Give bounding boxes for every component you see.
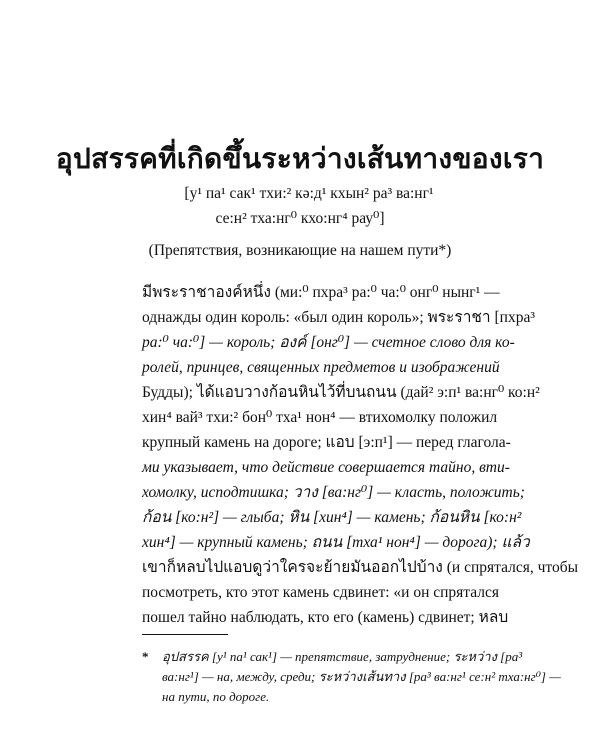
body-line: хин⁴ вай³ тхи:² бон⁰ тха¹ нон⁴ — втихомолку положил (142, 409, 498, 426)
body-line: เขาก็หลบไปแอบดูว่าใครจะย้ายมันออกไปบ้าง (и спрятался, чтобы (142, 559, 579, 576)
body-line: ми указывает, что действие совершается тайно, вти- (142, 459, 510, 476)
body-line: крупный камень на дороге; แอบ [э:п¹] — перед глагола- (142, 434, 511, 451)
page-title: อุปสรรคที่เกิดขึ้นระหว่างเส้นทางของเรา (55, 144, 545, 175)
body-line: однажды один король: «был один король»; พระราชา [пхра³ (142, 309, 535, 326)
body-line: хомолку, исподтишка; วาง [ва:нг⁰] — класть, положить; (142, 484, 525, 501)
footnote-divider (142, 634, 228, 635)
body-line: посмотреть, кто этот камень сдвинет: «и он спрятался (142, 584, 500, 601)
body-line: Будды); ได้แอบวางก้อนหินไว้ที่บนถนน (дай² э:п¹ ва:нг⁰ ко:н² (142, 384, 540, 401)
body-line: ก้อน [ко:н²] — глыба; หิน [хин⁴] — камень; ก้อนหิน [ко:н² (142, 509, 522, 526)
body-line: пошел тайно наблюдать, кто его (камень) сдвинет; หลบ (142, 609, 509, 626)
footnote-marker: * (142, 649, 149, 664)
footnote-line: на пути, по дороге. (162, 689, 270, 704)
body-line: ра:⁰ ча:⁰] — король; องค์ [онг⁰] — счетное слово для ко- (142, 334, 515, 351)
body-line: хин⁴] — крупный камень; ถนน [тха¹ нон⁴] — дорога); แล้ว (142, 534, 530, 551)
body-line: ролей, принцев, священных предметов и изображений (142, 359, 500, 376)
page-subtitle: (Препятствия, возникающие на нашем пути*) (148, 242, 452, 259)
body-line: มีพระราชาองค์หนึ่ง (ми:⁰ пхра³ ра:⁰ ча:⁰ онг⁰ нынг¹ — (142, 284, 500, 301)
footnote-line: ва:нг¹] — на, между, среди; ระหว่างเส้นทาง [ра³ ва:нг¹ се:н² тха:нг⁰] — (162, 669, 561, 684)
title-transliteration-line-1: [у¹ па¹ сак¹ тхи:² кә:д¹ кхын² ра³ ва:нг¹ (184, 185, 434, 202)
footnote-line: อุปสรรค [у¹ па¹ сак¹] — препятствие, затруднение; ระหว่าง [ра³ (162, 649, 523, 664)
title-transliteration-line-2: се:н² тха:нг⁰ кхо:нг⁴ рау⁰] (215, 210, 385, 227)
